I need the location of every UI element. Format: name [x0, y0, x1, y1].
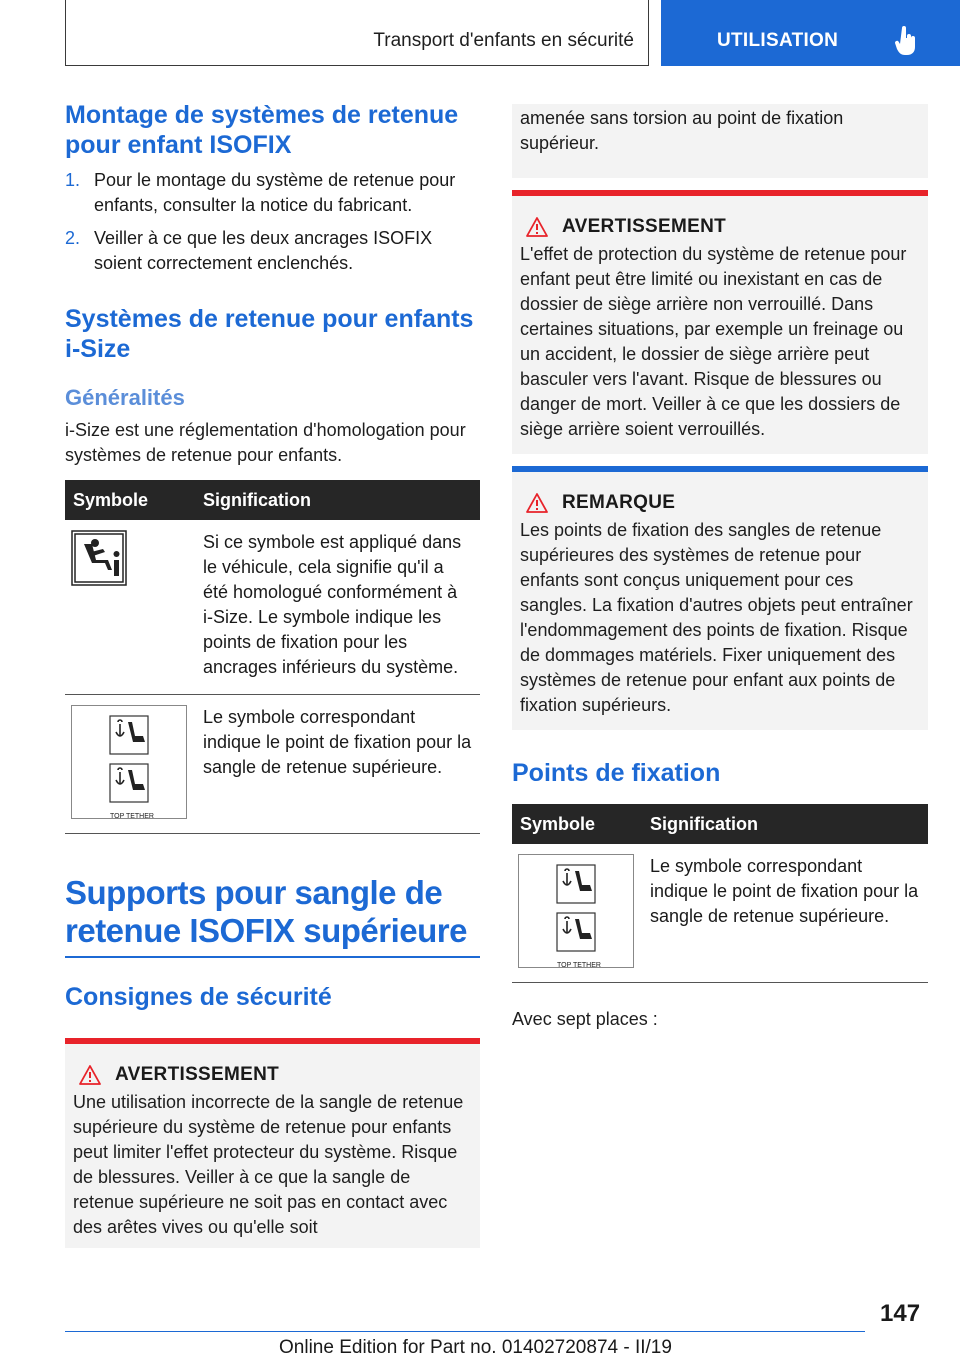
- page-number: 147: [880, 1300, 921, 1327]
- safety-title: Consignes de sécurité: [65, 983, 332, 1011]
- symbol-cell: [65, 520, 195, 695]
- top-tether-label: TOP TETHER: [557, 962, 601, 969]
- supports-title-rule: [65, 956, 480, 958]
- remark-title: REMARQUE: [562, 492, 676, 513]
- symbol-cell: [65, 695, 195, 834]
- header-section-box: [65, 0, 649, 66]
- hand-pointer-icon: [895, 26, 917, 56]
- remark-box: [512, 466, 928, 730]
- general-text: i-Size est une réglementation d'homologation pour systèmes de retenue pour enfants.: [65, 420, 466, 465]
- warning-triangle-icon: [79, 1065, 101, 1085]
- warning-continued-box: [512, 104, 928, 178]
- meaning-cell: Si ce symbole est appliqué dans le véhicule, cela signifie qu'il a été homologué conformément à i-Size. Le symbole indique les points de fixation pour les ancrages inférieurs du système.: [195, 520, 480, 695]
- warning-text: Une utilisation incorrecte de la sangle de retenue supérieure du système de retenue pour enfants peut limiter l'effet protecteur du système. Risque de blessures. Veiller à ce que la sangle de retenue supérieure ne soit pas en contact avec des arêtes vives ou qu'elle soit: [73, 1092, 464, 1237]
- isofix-title: Montage de systèmes de retenue pour enfant ISOFIX: [65, 101, 459, 159]
- table-header-row: [512, 804, 928, 844]
- warning-title: AVERTISSEMENT: [115, 1064, 280, 1085]
- footer-rule: [65, 1331, 865, 1332]
- warning-heading: [73, 1064, 472, 1086]
- column-header-symbol: Symbole: [65, 480, 195, 520]
- top-tether-icon: [518, 854, 634, 968]
- table-row: [512, 844, 928, 983]
- right-column: [512, 104, 928, 1032]
- table-row: [65, 695, 480, 834]
- step-item: [65, 168, 480, 218]
- isize-title: Systèmes de retenue pour enfants i-Size: [65, 305, 474, 363]
- footer-edition: Online Edition for Part no. 01402720874 - II/19: [279, 1337, 672, 1358]
- step-item: [65, 226, 480, 276]
- meaning-cell: Le symbole correspondant indique le point de fixation pour la sangle de retenue supérieure.: [642, 844, 928, 983]
- header-chapter-tab[interactable]: [661, 0, 960, 66]
- points-title: Points de fixation: [512, 759, 721, 787]
- step-number: 2.: [65, 228, 81, 248]
- column-header-meaning: Signification: [642, 804, 928, 844]
- seven-seats-text: Avec sept places :: [512, 1009, 658, 1029]
- table-header-row: [65, 480, 480, 520]
- warning-text: L'effet de protection du système de retenue pour enfant peut être limité ou inexistant en cas de dossier de siège arrière non verrouillé. Dans certaines situations, par exemple un freinage ou un accident, le dossier de siège arrière peut basculer vers l'avant. Risque de blessures ou danger de mort. Veiller à ce que les dossiers de siège arrière soient verrouillés.: [520, 244, 907, 439]
- column-header-symbol: Symbole: [512, 804, 642, 844]
- supports-title: Supports pour sangle de retenue ISOFIX supérieure: [65, 874, 467, 949]
- points-symbol-table: [512, 804, 928, 983]
- warning-triangle-icon: [526, 217, 548, 237]
- header-section-title: Transport d'enfants en sécurité: [373, 30, 634, 51]
- step-text: Veiller à ce que les deux ancrages ISOFIX soient correctement enclenchés.: [94, 228, 433, 273]
- isofix-steps: [65, 168, 480, 276]
- warning-title: AVERTISSEMENT: [562, 216, 727, 237]
- warning-box: [512, 190, 928, 454]
- isize-symbol-table: [65, 480, 480, 834]
- isize-seat-icon: [71, 530, 127, 586]
- left-column: [65, 100, 480, 1248]
- warning-heading: [520, 216, 920, 238]
- column-header-meaning: Signification: [195, 480, 480, 520]
- meaning-cell: Le symbole correspondant indique le point de fixation pour la sangle de retenue supérieure.: [195, 695, 480, 834]
- remark-triangle-icon: [526, 493, 548, 513]
- table-row: [65, 520, 480, 695]
- general-title: Généralités: [65, 385, 185, 410]
- symbol-cell: [512, 844, 642, 983]
- top-tether-label: TOP TETHER: [110, 813, 154, 820]
- header-chapter-label: UTILISATION: [717, 30, 839, 51]
- warning-continued-text: amenée sans torsion au point de fixation supérieur.: [520, 108, 844, 153]
- warning-box: [65, 1038, 480, 1248]
- step-text: Pour le montage du système de retenue pour enfants, consulter la notice du fabricant.: [94, 170, 456, 215]
- top-tether-icon: [71, 705, 187, 819]
- remark-heading: [520, 492, 920, 514]
- step-number: 1.: [65, 170, 81, 190]
- remark-text: Les points de fixation des sangles de retenue supérieures des systèmes de retenue pour enfants sont conçus uniquement pour ces sangles. La fixation d'autres objets peut entraîner l'endommagement des points de fixation. Risque de dommages matériels. Fixer uniquement des systèmes de retenue pour enfant aux points de fixation supérieurs.: [520, 520, 913, 715]
